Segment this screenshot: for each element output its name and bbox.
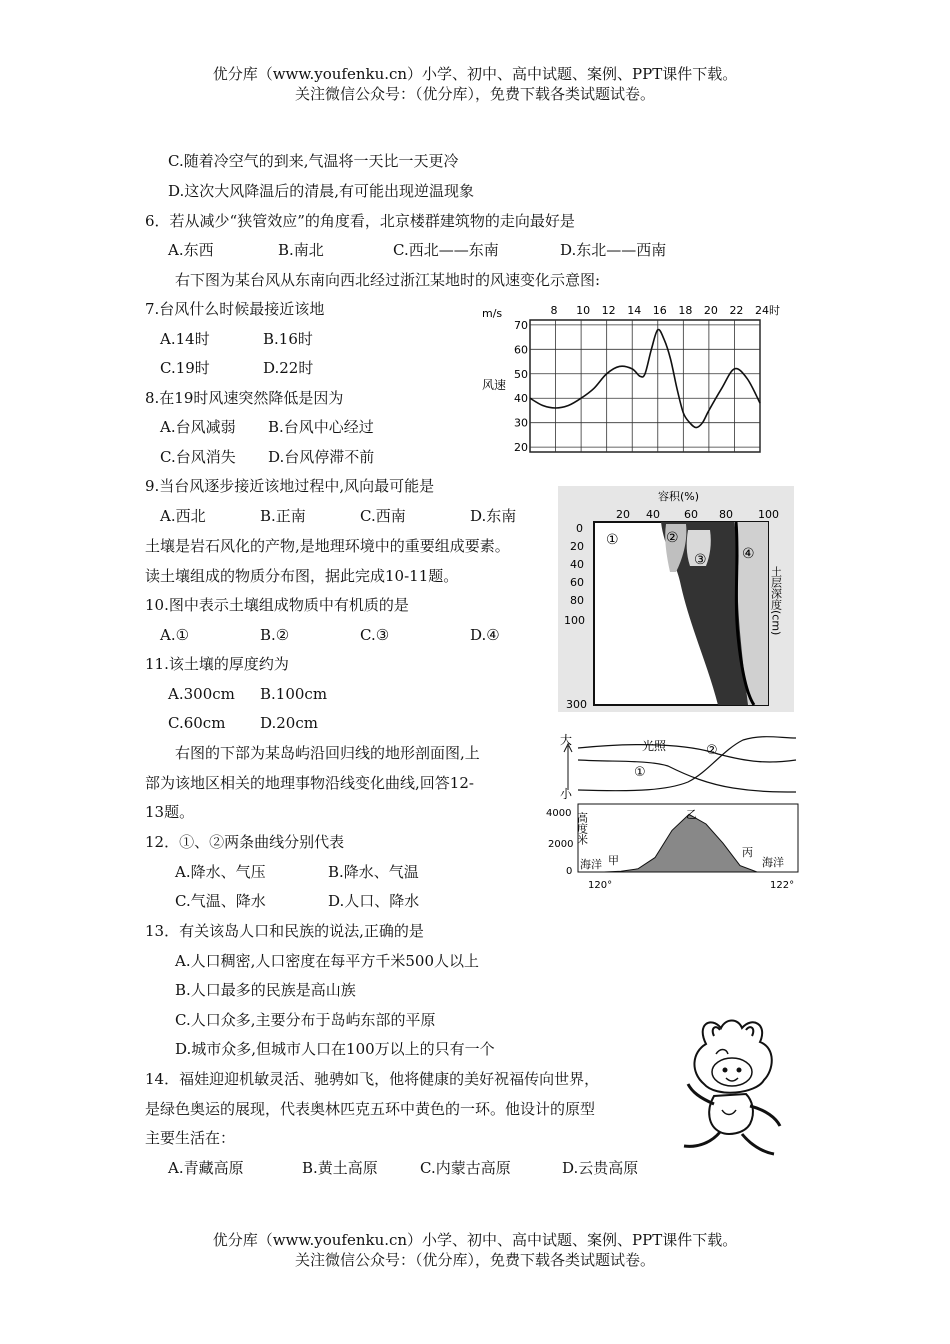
terrain-profile-chart <box>544 802 802 892</box>
q7-option-a: A.14时 <box>160 330 210 348</box>
terrain-elevation-area <box>604 814 774 872</box>
soil-ytick-20: 20 <box>570 540 584 553</box>
wind-xtick-label: 18 <box>678 304 693 317</box>
curve-scale-small: 小 <box>560 787 573 800</box>
q14-option-c: C.内蒙古高原 <box>420 1159 511 1177</box>
q11-option-a: A.300cm <box>168 685 235 703</box>
curve-label-1: ① <box>634 765 646 780</box>
q5-option-c: C.随着冷空气的到来,气温将一天比一天更冷 <box>168 152 459 170</box>
soil-intro-line-2: 读土壤组成的物质分布图，据此完成10-11题。 <box>145 567 459 585</box>
wind-chart-ylabel: 风速 <box>482 378 507 392</box>
mascot-arm-right <box>750 1106 780 1126</box>
q12-option-a: A.降水、气压 <box>175 863 266 881</box>
q14-line-3: 主要生活在： <box>145 1129 236 1147</box>
q11-option-b: B.100cm <box>260 685 328 703</box>
curve-axis-arrow <box>564 744 572 790</box>
island-intro-line-1: 右图的下部为某岛屿沿回归线的地形剖面图,上 <box>175 744 480 762</box>
q12-option-c: C.气温、降水 <box>175 892 266 910</box>
wind-speed-line <box>530 330 760 428</box>
q8-option-c: C.台风消失 <box>160 448 236 466</box>
soil-ytick-300: 300 <box>566 698 587 711</box>
terrain-ylabel: 高度米 <box>575 812 589 845</box>
q8-option-a: A.台风减弱 <box>160 418 236 436</box>
q6-option-b: B.南北 <box>278 241 324 259</box>
wind-xtick-label: 12 <box>601 304 616 317</box>
island-curves-chart <box>558 730 802 800</box>
wind-ytick-label: 50 <box>514 367 528 381</box>
curve-label-2: ② <box>706 743 718 758</box>
terrain-label-ocean-east: 海洋 <box>762 856 784 869</box>
soil-xtick-60: 60 <box>684 508 698 521</box>
terrain-xtick-122: 122° <box>770 880 795 891</box>
q8-stem: 8.在19时风速突然降低是因为 <box>145 389 344 407</box>
q11-stem: 11.该土壤的厚度约为 <box>145 655 289 673</box>
terrain-label-bing: 丙 <box>742 846 753 859</box>
soil-label-1: ① <box>606 532 619 548</box>
q10-option-b: B.② <box>260 626 290 644</box>
q11-option-d: D.20cm <box>260 714 318 732</box>
q14-option-d: D.云贵高原 <box>562 1159 639 1177</box>
wind-ytick-label: 30 <box>514 416 528 430</box>
footer-line-2: 关注微信公众号：（优分库），免费下载各类试题试卷。 <box>294 1251 655 1269</box>
q14-line-2: 是绿色奥运的展现，代表奥林匹克五环中黄色的一环。他设计的原型 <box>145 1100 596 1118</box>
soil-label-2: ② <box>666 530 679 546</box>
q6-option-d: D.东北——西南 <box>560 241 667 259</box>
terrain-ytick-2000: 2000 <box>548 839 574 850</box>
soil-axis-label: 土层深度(cm) <box>769 566 783 636</box>
terrain-xtick-120: 120° <box>588 880 613 891</box>
q10-stem: 10.图中表示土壤组成物质中有机质的是 <box>145 596 409 614</box>
q12-option-d: D.人口、降水 <box>328 892 420 910</box>
soil-chart-title: 容积(%) <box>658 490 700 503</box>
wind-xtick-label: 14 <box>627 304 642 317</box>
soil-xtick-40: 40 <box>646 508 660 521</box>
q14-option-b: B.黄土高原 <box>302 1159 378 1177</box>
island-intro-line-2: 部为该地区相关的地理事物沿线变化曲线,回答12- <box>145 774 474 792</box>
q13-option-a: A.人口稠密,人口密度在每平方千米500人以上 <box>175 952 480 970</box>
wind-chart-frame <box>530 320 760 452</box>
curve-1 <box>578 760 796 792</box>
q14-option-a: A.青藏高原 <box>168 1159 244 1177</box>
q5-option-d: D.这次大风降温后的清晨,有可能出现逆温现象 <box>168 182 475 200</box>
mascot-leg-left <box>684 1132 720 1146</box>
wind-xtick-label: 16 <box>652 304 667 317</box>
wind-chart-unit: m/s <box>482 307 503 320</box>
soil-ytick-60: 60 <box>570 576 584 589</box>
wind-ytick-label: 40 <box>514 392 528 406</box>
soil-xtick-100: 100 <box>758 508 779 521</box>
soil-ytick-0: 0 <box>576 522 583 535</box>
q13-option-d: D.城市众多,但城市人口在100万以上的只有一个 <box>175 1040 495 1058</box>
curve-label-sunshine: 光照 <box>642 739 667 753</box>
q7-stem: 7.台风什么时候最接近该地 <box>145 300 325 318</box>
wind-ytick-label: 70 <box>514 318 528 332</box>
mascot-eye-left <box>723 1068 728 1073</box>
wind-xtick-label: 8 <box>550 304 558 317</box>
header-line-1: 优分库（www.youfenku.cn）小学、初中、高中试题、案例、PPT课件下载。 <box>212 65 738 83</box>
soil-ytick-100: 100 <box>564 614 585 627</box>
q12-option-b: B.降水、气温 <box>328 863 419 881</box>
wind-xtick-label: 24时 <box>755 304 780 317</box>
q6-option-c: C.西北——东南 <box>393 241 499 259</box>
q6-stem: 6．若从减少“狭管效应”的角度看，北京楼群建筑物的走向最好是 <box>145 212 575 230</box>
mascot-eye-right <box>737 1068 742 1073</box>
q9-option-d: D.东南 <box>470 507 517 525</box>
q6-option-a: A.东西 <box>168 241 214 259</box>
q8-option-b: B.台风中心经过 <box>268 418 374 436</box>
soil-ytick-80: 80 <box>570 594 584 607</box>
q10-option-c: C.③ <box>360 626 390 644</box>
header-line-2: 关注微信公众号：（优分库），免费下载各类试题试卷。 <box>294 85 655 103</box>
wind-ytick-label: 20 <box>514 441 528 455</box>
q14-line-1: 14．福娃迎迎机敏灵活、驰骋如飞，他将健康的美好祝福传向世界， <box>145 1070 600 1088</box>
q8-option-d: D.台风停滞不前 <box>268 448 375 466</box>
q11-option-c: C.60cm <box>168 714 226 732</box>
soil-xtick-80: 80 <box>719 508 733 521</box>
soil-xtick-20: 20 <box>616 508 630 521</box>
soil-label-4: ④ <box>742 546 755 562</box>
terrain-label-yi: 乙 <box>686 808 697 821</box>
island-intro-line-3: 13题。 <box>145 803 195 821</box>
q7-option-d: D.22时 <box>263 359 314 377</box>
wind-speed-chart <box>480 296 780 458</box>
terrain-label-jia: 甲 <box>608 854 619 867</box>
q12-stem: 12．①、②两条曲线分别代表 <box>145 833 345 851</box>
soil-ytick-40: 40 <box>570 558 584 571</box>
wind-xtick-label: 10 <box>576 304 591 317</box>
footer-line-1: 优分库（www.youfenku.cn）小学、初中、高中试题、案例、PPT课件下载。 <box>212 1231 738 1249</box>
q9-option-c: C.西南 <box>360 507 406 525</box>
curve-sunshine <box>578 745 796 762</box>
q9-option-b: B.正南 <box>260 507 306 525</box>
soil-composition-chart <box>558 486 794 712</box>
q9-option-a: A.西北 <box>160 507 206 525</box>
terrain-ytick-4000: 4000 <box>546 808 572 819</box>
wind-xtick-label: 22 <box>729 304 744 317</box>
q13-option-c: C.人口众多,主要分布于岛屿东部的平原 <box>175 1011 436 1029</box>
q7-option-b: B.16时 <box>263 330 313 348</box>
typhoon-intro: 右下图为某台风从东南向西北经过浙江某地时的风速变化示意图: <box>175 271 601 289</box>
mascot-face <box>712 1058 752 1086</box>
q13-stem: 13．有关该岛人口和民族的说法,正确的是 <box>145 922 424 940</box>
soil-intro-line-1: 土壤是岩石风化的产物,是地理环境中的重要组成要素。 <box>145 537 510 555</box>
mascot-leg-right <box>742 1134 774 1154</box>
soil-label-3: ③ <box>694 552 707 568</box>
q9-stem: 9.当台风逐步接近该地过程中,风向最可能是 <box>145 477 435 495</box>
wind-xtick-label: 20 <box>703 304 718 317</box>
curve-scale-large: 大 <box>560 733 573 747</box>
terrain-ytick-0: 0 <box>566 866 573 877</box>
terrain-label-ocean-west: 海洋 <box>580 858 602 871</box>
q13-option-b: B.人口最多的民族是高山族 <box>175 981 356 999</box>
q10-option-d: D.④ <box>470 626 500 644</box>
fuwa-yingying-illustration <box>676 1014 788 1160</box>
q10-option-a: A.① <box>160 626 190 644</box>
wind-ytick-label: 60 <box>514 343 528 357</box>
q7-option-c: C.19时 <box>160 359 210 377</box>
